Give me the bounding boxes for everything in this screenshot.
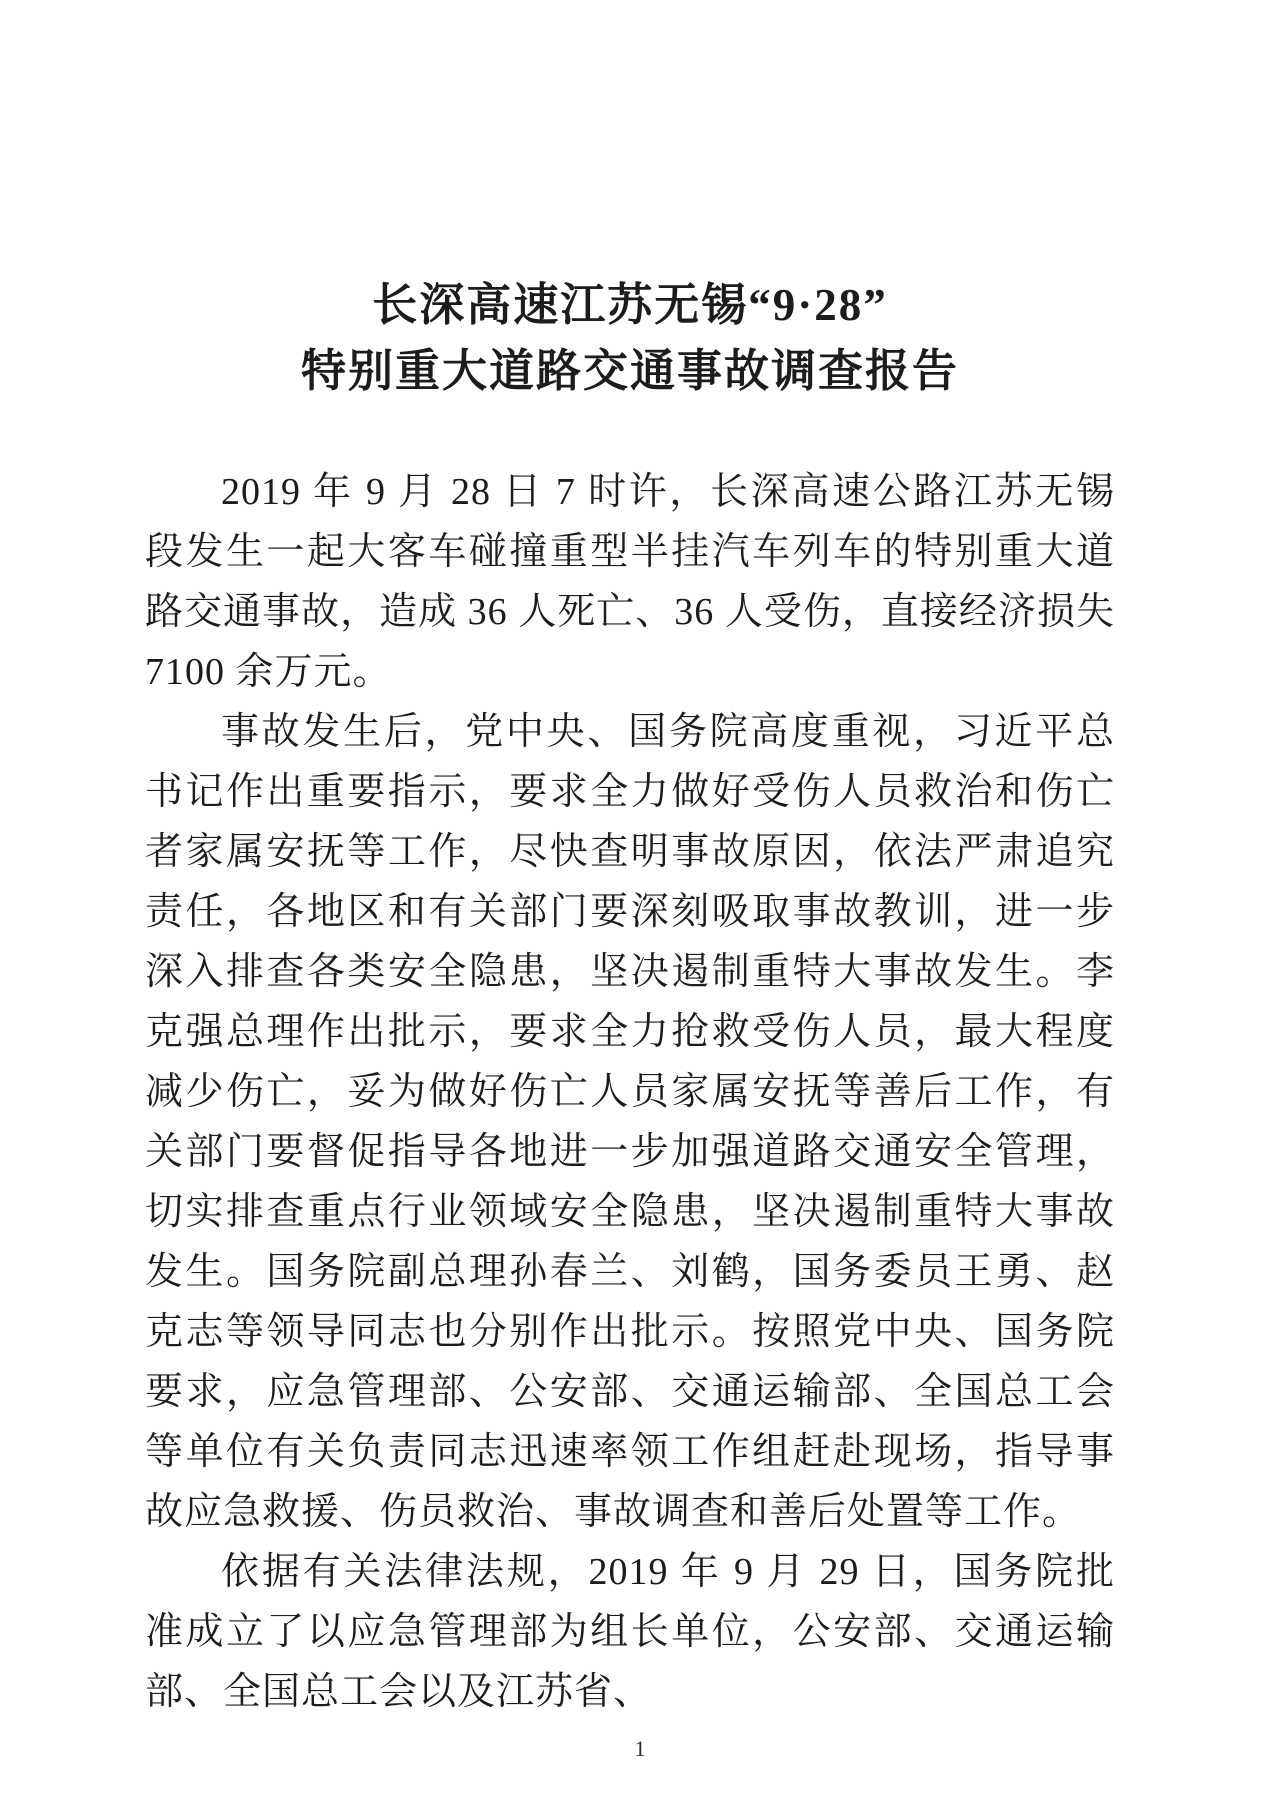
page-number: 1 (634, 1736, 646, 1761)
paragraph-1: 2019 年 9 月 28 日 7 时许，长深高速公路江苏无锡段发生一起大客车碰撞重型半挂汽车列车的特别重大道路交通事故，造成 36 人死亡、36 人受伤，直接经济损失 7100 余万元。 (145, 471, 1115, 693)
paragraph-3: 依据有关法律法规，2019 年 9 月 29 日，国务院批准成立了以应急管理部为组长单位，公安部、交通运输部、全国总工会以及江苏省、 (145, 1551, 1115, 1713)
document-content (145, 272, 1115, 1722)
title-line-1: 长深高速江苏无锡“9·28” (372, 280, 888, 330)
title-line-2: 特别重大道路交通事故调查报告 (300, 346, 959, 396)
paragraph-2: 事故发生后，党中央、国务院高度重视，习近平总书记作出重要指示，要求全力做好受伤人员救治和伤亡者家属安抚等工作，尽快查明事故原因，依法严肃追究责任，各地区和有关部门要深刻吸取事故教训，进一步深入排查各类安全隐患，坚决遏制重特大事故发生。李克强总理作出批示，要求全力抢救受伤人员，最大程度减少伤亡，妥为做好伤亡人员家属安抚等善后工作，有关部门要督促指导各地进一步加强道路交通安全管理，切实排查重点行业领域安全隐患，坚决遏制重特大事故发生。国务院副总理孙春兰、刘鹤，国务委员王勇、赵克志等领导同志也分别作出批示。按照党中央、国务院要求，应急管理部、公安部、交通运输部、全国总工会等单位有关负责同志迅速率领工作组赶赴现场，指导事故应急救援、伤员救治、事故调查和善后处置等工作。 (145, 711, 1115, 1533)
document-title (145, 272, 1115, 404)
